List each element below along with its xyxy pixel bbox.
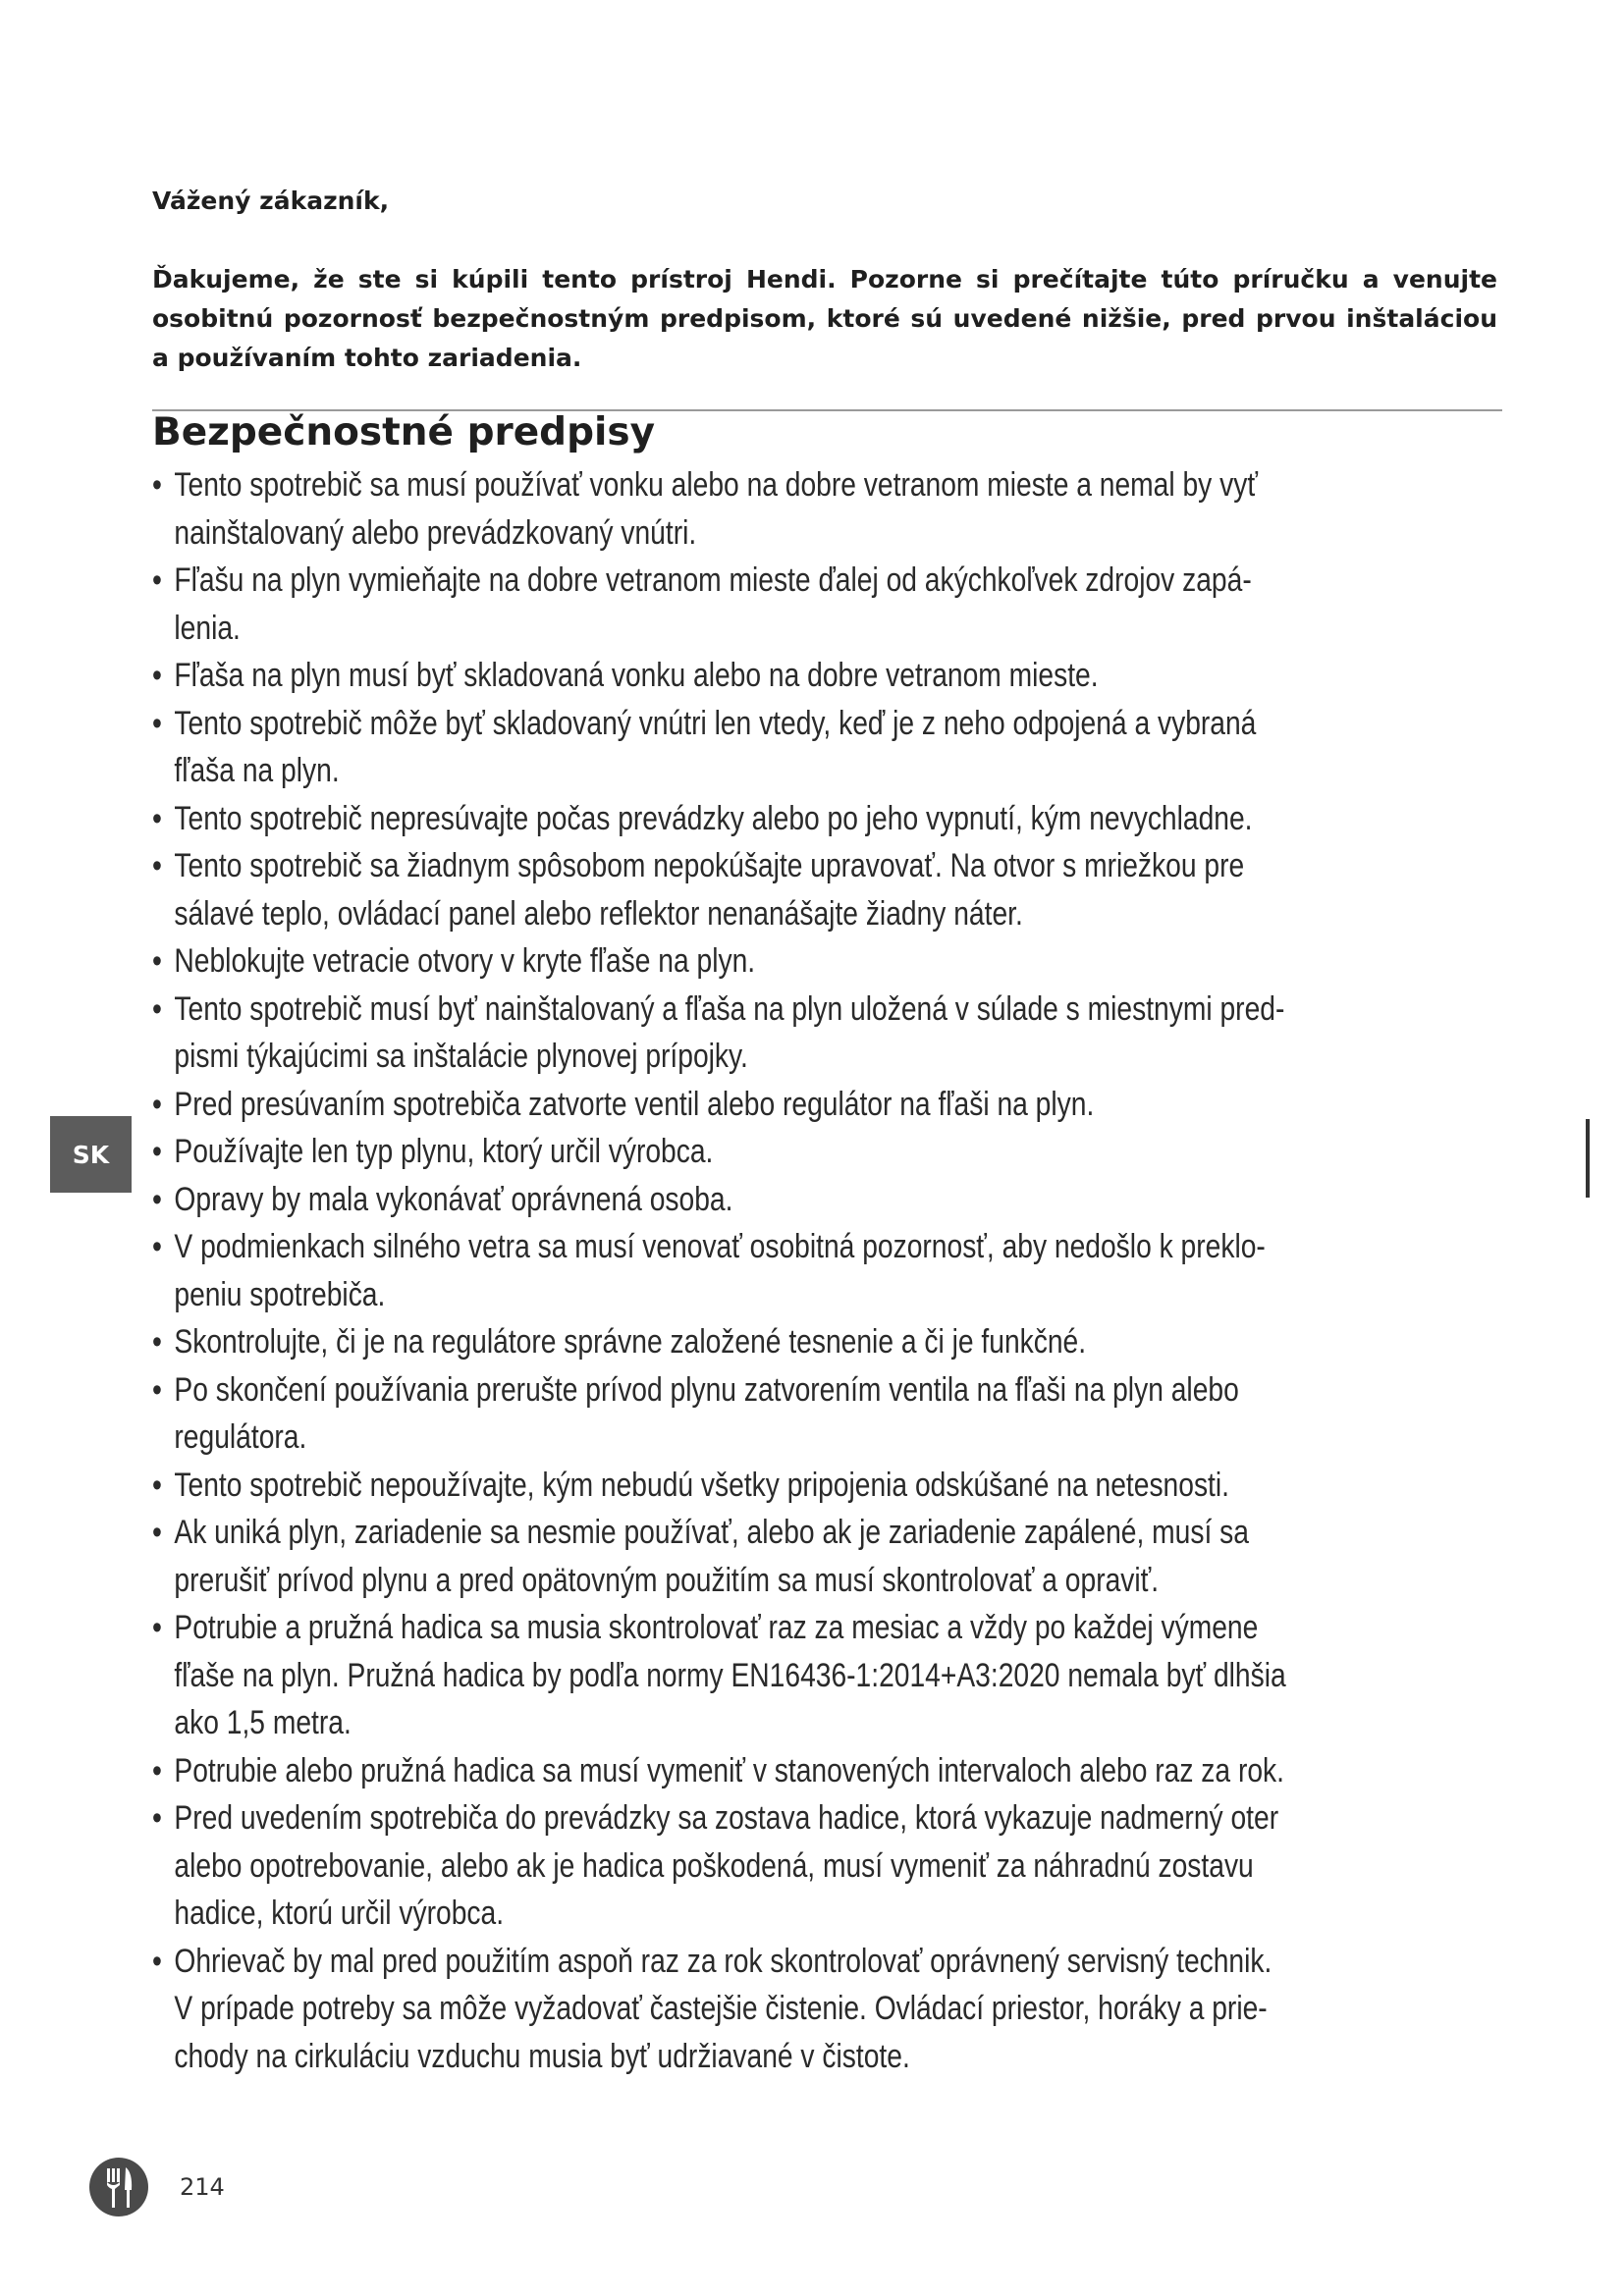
- bullet: •: [152, 847, 162, 884]
- list-item: [152, 937, 1289, 986]
- margin-marker: [1586, 1119, 1590, 1198]
- safety-rules-list: [152, 461, 1289, 2080]
- list-item: [152, 652, 1289, 700]
- rule-text: Tento spotrebič sa musí používať vonku alebo na dobre vetranom mieste a nemal by vyť nainštalovaný alebo prevádzkovaný vnútri.: [174, 466, 1258, 552]
- bullet: •: [152, 561, 162, 599]
- bullet: •: [152, 1514, 162, 1551]
- list-item: [152, 842, 1289, 937]
- bullet: •: [152, 1466, 162, 1504]
- rule-text: Ohrievač by mal pred použitím aspoň raz za rok skontrolovať oprávnený servisný technik. V prípade potreby sa môže vyžadovať častejšie čistenie. Ovládací priestor, horáky a prie- chody na cirkuláciu vzduchu musia byť udržiavané v čistote.: [174, 1942, 1272, 2075]
- rule-text: Fľašu na plyn vymieňajte na dobre vetranom mieste ďalej od akýchkoľvek zdrojov zapá- lenia.: [174, 561, 1252, 647]
- rule-text: Ak uniká plyn, zariadenie sa nesmie používať, alebo ak je zariadenie zapálené, musí sa prerušiť prívod plynu a pred opätovným použitím sa musí skontrolovať a opraviť.: [174, 1514, 1249, 1599]
- bullet: •: [152, 1228, 162, 1265]
- rule-text: Opravy by mala vykonávať oprávnená osoba.: [174, 1180, 733, 1218]
- list-item: [152, 1938, 1289, 2081]
- list-item: [152, 1604, 1289, 1747]
- list-item: [152, 1509, 1289, 1604]
- bullet: •: [152, 799, 162, 837]
- intro-paragraph: Ďakujeme, že ste si kúpili tento prístroj Hendi. Pozorne si prečítajte túto príručku a venujte osobitnú pozornosť bezpečnostným predpisom, ktoré sú uvedené nižšie, pred prvou inštaláciou a používaním tohto zariadenia.: [152, 265, 1497, 372]
- rule-text: Pred uvedením spotrebiča do prevádzky sa zostava hadice, ktorá vykazuje nadmerný oter alebo opotrebovanie, alebo ak je hadica poškodená, musí vymeniť za náhradnú zostavu hadice, ktorú určil výrobca.: [174, 1799, 1279, 1932]
- list-item: [152, 461, 1289, 557]
- list-item: [152, 1366, 1289, 1462]
- bullet: •: [152, 1133, 162, 1170]
- list-item: [152, 986, 1289, 1081]
- rule-text: Tento spotrebič musí byť nainštalovaný a fľaša na plyn uložená v súlade s miestnymi pred- pismi týkajúcimi sa inštalácie plynovej prípojky.: [174, 989, 1285, 1075]
- rule-text: Po skončení používania prerušte prívod plynu zatvorením ventila na fľaši na plyn alebo regulátora.: [174, 1370, 1239, 1456]
- bullet: •: [152, 1370, 162, 1409]
- rule-text: Tento spotrebič môže byť skladovaný vnútri len vtedy, keď je z neho odpojená a vybraná fľaša na plyn.: [174, 704, 1257, 789]
- list-item: [152, 1462, 1289, 1510]
- bullet: •: [152, 657, 162, 694]
- language-tab: SK: [50, 1116, 132, 1193]
- greeting: Vážený zákazník,: [152, 187, 390, 215]
- list-item: [152, 1128, 1289, 1176]
- rule-text: Tento spotrebič sa žiadnym spôsobom nepokúšajte upravovať. Na otvor s mriežkou pre sálavé teplo, ovládací panel alebo reflektor nenanášajte žiadny náter.: [174, 847, 1245, 933]
- rule-text: Tento spotrebič nepoužívajte, kým nebudú všetky pripojenia odskúšané na netesnosti.: [174, 1466, 1230, 1504]
- list-item: [152, 1176, 1289, 1224]
- bullet: •: [152, 1751, 162, 1789]
- list-item: [152, 1747, 1289, 1795]
- list-item: [152, 557, 1289, 652]
- list-item: [152, 1318, 1289, 1366]
- bullet: •: [152, 1323, 162, 1361]
- rule-text: Pred presúvaním spotrebiča zatvorte ventil alebo regulátor na fľaši na plyn.: [174, 1085, 1095, 1123]
- hendi-cutlery-icon: [88, 2157, 149, 2217]
- rule-text: Neblokujte vetracie otvory v kryte fľaše na plyn.: [174, 942, 756, 980]
- rule-text: Potrubie alebo pružná hadica sa musí vymeniť v stanovených intervaloch alebo raz za rok.: [174, 1751, 1284, 1789]
- rule-text: Potrubie a pružná hadica sa musia skontrolovať raz za mesiac a vždy po každej výmene fľaše na plyn. Pružná hadica by podľa normy EN16436-1:2014+A3:2020 nemala byť dlhšia ako 1,5 metra.: [174, 1609, 1286, 1741]
- bullet: •: [152, 1799, 162, 1837]
- list-item: [152, 1794, 1289, 1938]
- bullet: •: [152, 1085, 162, 1123]
- rule-text: V podmienkach silného vetra sa musí venovať osobitná pozornosť, aby nedošlo k preklo- peniu spotrebiča.: [174, 1228, 1266, 1313]
- bullet: •: [152, 466, 162, 504]
- bullet: •: [152, 1609, 162, 1646]
- bullet: •: [152, 942, 162, 980]
- bullet: •: [152, 989, 162, 1028]
- list-item: [152, 700, 1289, 795]
- rule-text: Tento spotrebič nepresúvajte počas prevádzky alebo po jeho vypnutí, kým nevychladne.: [174, 799, 1253, 837]
- page-number: 214: [180, 2173, 225, 2201]
- bullet: •: [152, 704, 162, 742]
- list-item: [152, 1223, 1289, 1318]
- bullet: •: [152, 1942, 162, 1980]
- section-title: Bezpečnostné predpisy: [152, 410, 656, 454]
- bullet: •: [152, 1180, 162, 1218]
- rule-text: Fľaša na plyn musí byť skladovaná vonku alebo na dobre vetranom mieste.: [174, 657, 1099, 694]
- rule-text: Skontrolujte, či je na regulátore správne založené tesnenie a či je funkčné.: [174, 1323, 1087, 1361]
- list-item: [152, 795, 1289, 843]
- rule-text: Používajte len typ plynu, ktorý určil výrobca.: [174, 1133, 714, 1170]
- list-item: [152, 1081, 1289, 1129]
